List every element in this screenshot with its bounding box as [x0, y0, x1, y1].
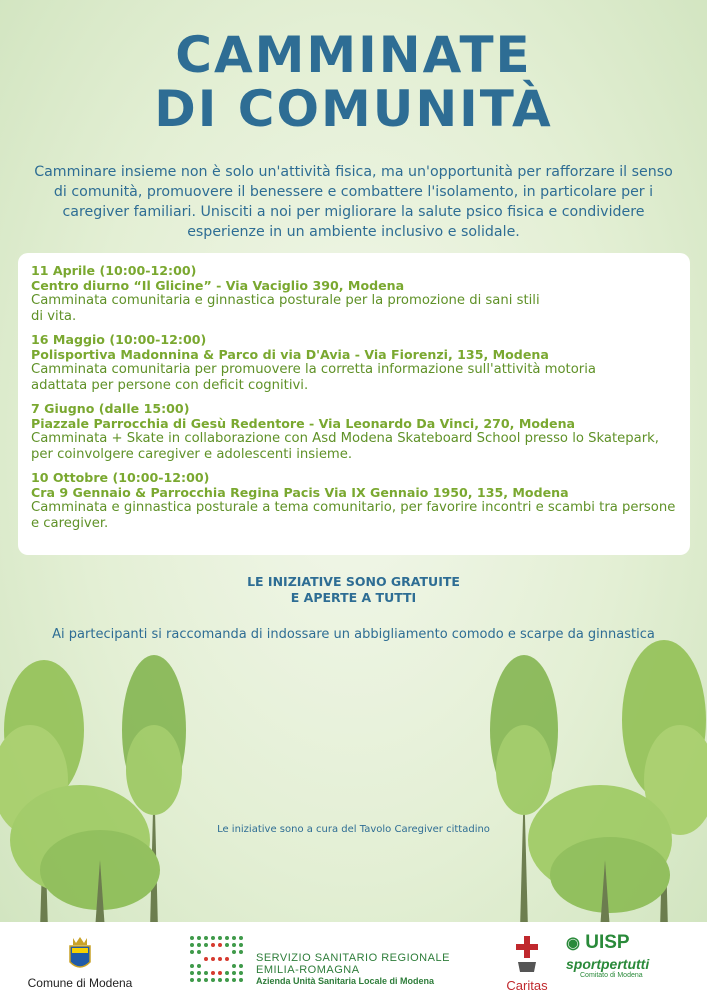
ssr-line-1: SERVIZIO SANITARIO REGIONALE: [256, 952, 450, 964]
ssr-logo: [188, 934, 450, 990]
event-place: Piazzale Parrocchia di Gesù Redentore - Via Leonardo Da Vinci, 270, Modena: [31, 416, 576, 431]
uisp-tagline: sportpertutti: [566, 956, 650, 972]
events-panel: [18, 253, 690, 555]
advice-text: Ai partecipanti si raccomanda di indossare un abbigliamento comodo e scarpe da ginnastica: [52, 627, 655, 642]
uisp-globe-icon: ◉: [566, 935, 580, 952]
event-description: Camminata comunitaria e ginnastica posturale per la promozione di sani stili di vita.: [31, 293, 540, 324]
caritas-cross-icon: [512, 934, 542, 974]
event-item: [31, 401, 676, 462]
event-date: 16 Maggio (10:00-12:00): [31, 332, 207, 347]
ssr-line-2: EMILIA-ROMAGNA: [256, 964, 360, 976]
caritas-logo: [500, 934, 554, 993]
event-place: Polisportiva Madonnina & Parco di via D'Avia - Via Fiorenzi, 135, Modena: [31, 347, 549, 362]
page-title: [0, 28, 707, 136]
intro-paragraph: Camminare insieme non è solo un'attività fisica, ma un'opportunità per rafforzare il senso di comunità, promuovere il benessere e combattere l'isolamento, in particolare per i caregiver familiari. Unisciti a noi per migliorare la salute psico fisica e condividere esperienze in un ambiente inclusivo e solidale.: [34, 164, 673, 240]
ssr-line-3: Azienda Unità Sanitaria Locale di Modena: [256, 976, 435, 986]
comune-name: Comune di Modena: [27, 976, 133, 990]
event-description: Camminata comunitaria per promuovere la corretta informazione sull'attività motoria adattata per persone con deficit cognitivi.: [31, 362, 596, 393]
ssr-dots-icon: [188, 934, 246, 986]
modena-crest-icon: [65, 934, 95, 974]
curated-by-text: Le iniziative sono a cura del Tavolo Caregiver cittadino: [217, 824, 490, 835]
uisp-name: UISP: [585, 932, 630, 953]
event-description: Camminata + Skate in collaborazione con Asd Modena Skateboard School presso lo Skatepark, per coinvolgere caregiver e adolescenti insieme.: [31, 431, 659, 462]
event-item: [31, 263, 676, 324]
uisp-title: [566, 932, 676, 954]
comune-modena-logo: [20, 934, 140, 990]
left-trees: [0, 655, 186, 930]
uisp-sub: Comitato di Modena: [580, 972, 643, 979]
event-place: Centro diurno “Il Glicine” - Via Vaciglio 390, Modena: [31, 278, 405, 293]
event-item: [31, 332, 676, 393]
event-date: 11 Aprile (10:00-12:00): [31, 263, 197, 278]
ssr-text: [256, 952, 450, 986]
event-item: [31, 470, 676, 531]
event-date: 10 Ottobre (10:00-12:00): [31, 470, 210, 485]
uisp-logo: [566, 932, 676, 979]
footer-logos: [0, 922, 707, 1000]
event-date: 7 Giugno (dalle 15:00): [31, 401, 190, 416]
title-line-2: DI COMUNITÀ: [154, 80, 553, 138]
event-description: Camminata e ginnastica posturale a tema comunitario, per favorire incontri e scambi tra persone e caregiver.: [31, 500, 676, 531]
title-line-1: CAMMINATE: [175, 26, 532, 84]
caritas-name: Caritas: [506, 978, 548, 993]
right-trees: [490, 640, 707, 930]
free-notice: [0, 574, 707, 606]
trees-illustration: [0, 630, 707, 930]
free-line-2: E APERTE A TUTTI: [290, 590, 417, 605]
free-line-1: LE INIZIATIVE SONO GRATUITE: [247, 574, 460, 589]
event-place: Cra 9 Gennaio & Parrocchia Regina Pacis Via IX Gennaio 1950, 135, Modena: [31, 485, 569, 500]
